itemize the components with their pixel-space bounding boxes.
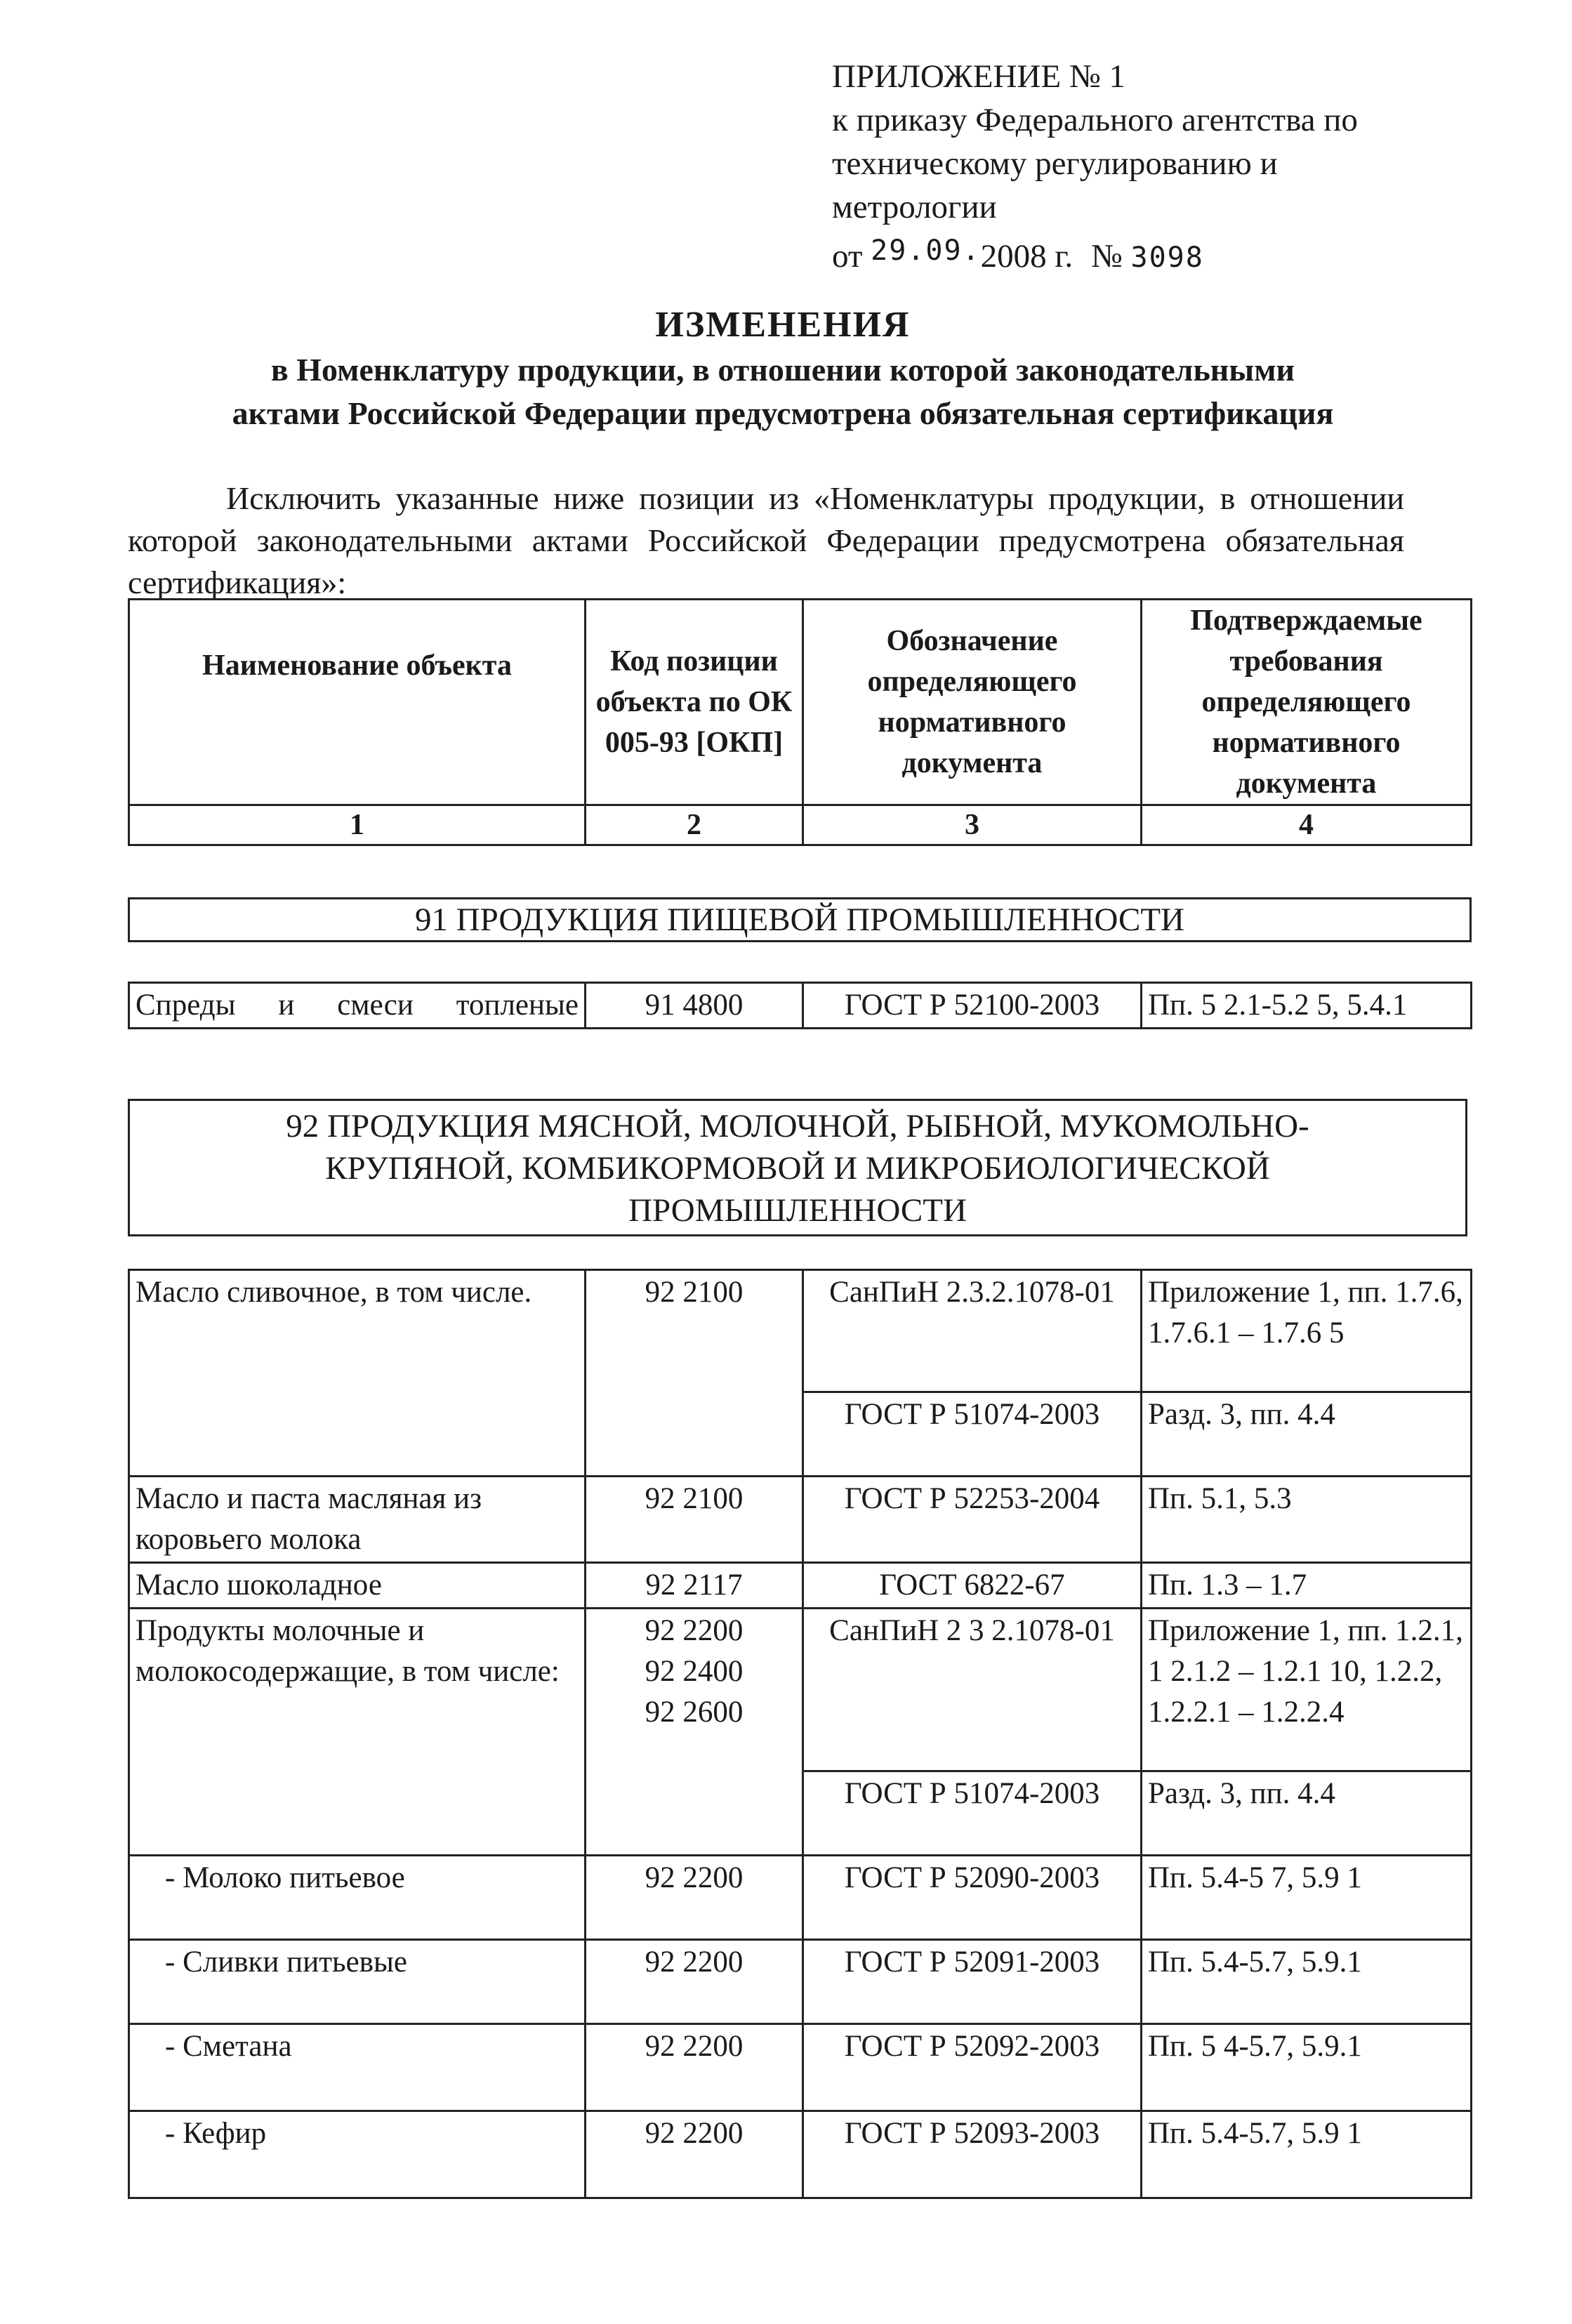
product-name: Спреды и смеси топленые (129, 983, 586, 1029)
section-92-title (128, 1099, 1467, 1236)
table-row (129, 1856, 1472, 1940)
product-name: - Кефир (129, 2111, 586, 2198)
number-sign: № (1090, 238, 1123, 275)
date-year: 2008 г. (980, 238, 1074, 275)
okp-code: 92 2200 (586, 2111, 803, 2198)
order-number: 3098 (1130, 242, 1204, 274)
column-header-doc: Обозначение определяющего нормативного документа (803, 600, 1142, 805)
appendix-line-3: метрологии (832, 189, 997, 225)
normative-doc: ГОСТ Р 52090-2003 (803, 1856, 1142, 1940)
requirements: Разд. 3, пп. 4.4 (1142, 1771, 1472, 1856)
requirements: Пп. 5 4-5.7, 5.9.1 (1142, 2024, 1472, 2111)
table-row (129, 2024, 1472, 2111)
appendix-line-1: к приказу Федерального агентства по (832, 102, 1358, 138)
column-header-name: Наименование объекта (129, 600, 586, 805)
column-number: 2 (586, 805, 803, 845)
normative-doc: ГОСТ Р 51074-2003 (803, 1392, 1142, 1477)
requirements: Разд. 3, пп. 4.4 (1142, 1392, 1472, 1477)
table-row (129, 1270, 1472, 1392)
table-row (129, 1563, 1472, 1609)
requirements: Пп. 5.4-5 7, 5.9 1 (1142, 1856, 1472, 1940)
section-91-table (128, 982, 1472, 1029)
requirements: Пп. 5.4-5.7, 5.9 1 (1142, 2111, 1472, 2198)
section-92-table (128, 1269, 1472, 2199)
okp-code: 92 2200 (586, 1856, 803, 1940)
header-table (128, 598, 1472, 846)
product-name: Масло сливочное, в том числе. (129, 1270, 586, 1477)
requirements: Пп. 5.4-5.7, 5.9.1 (1142, 1940, 1472, 2024)
product-name: Масло и паста масляная из коровьего молока (129, 1477, 586, 1563)
okp-code: 92 2100 (586, 1270, 803, 1477)
appendix-date-line (832, 229, 1358, 279)
column-header-req: Подтверждаемые требования определяющего нормативного документа (1142, 600, 1472, 805)
column-number: 3 (803, 805, 1142, 845)
okp-code: 92 2100 (586, 1477, 803, 1563)
normative-doc: ГОСТ Р 52253-2004 (803, 1477, 1142, 1563)
okp-code: 92 2117 (586, 1563, 803, 1609)
normative-doc: ГОСТ 6822-67 (803, 1563, 1142, 1609)
product-name: Масло шоколадное (129, 1563, 586, 1609)
normative-doc: СанПиН 2 3 2.1078-01 (803, 1609, 1142, 1771)
column-number: 4 (1142, 805, 1472, 845)
intro-paragraph: Исключить указанные ниже позиции из «Номенклатуры продукции, в отношении которой законодательными актами Российской Федерации предусмотрена обязательная сертификация»: (128, 480, 1404, 600)
column-number: 1 (129, 805, 586, 845)
appendix-line-2: техническому регулированию и (832, 145, 1278, 182)
table-row (129, 1940, 1472, 2024)
title-block (105, 302, 1460, 435)
requirements: Пп. 1.3 – 1.7 (1142, 1563, 1472, 1609)
table-row (129, 2111, 1472, 2198)
doc-title: ИЗМЕНЕНИЯ (655, 305, 911, 345)
requirements: Пп. 5.1, 5.3 (1142, 1477, 1472, 1563)
product-name: Продукты молочные и молокосодержащие, в том числе: (129, 1609, 586, 1856)
okp-code: 92 2200 92 2400 92 2600 (586, 1609, 803, 1856)
table-row (129, 983, 1472, 1029)
product-name: - Сметана (129, 2024, 586, 2111)
normative-doc: ГОСТ Р 51074-2003 (803, 1771, 1142, 1856)
okp-code: 92 2200 (586, 1940, 803, 2024)
product-name: - Молоко питьевое (129, 1856, 586, 1940)
requirements: Пп. 5 2.1-5.2 5, 5.4.1 (1142, 983, 1472, 1029)
column-header-code: Код позиции объекта по ОК 005-93 [ОКП] (586, 600, 803, 805)
date-day-month: 29.09. (871, 235, 981, 267)
appendix-header (832, 55, 1358, 279)
table-row (129, 1477, 1472, 1563)
section-92-title-line-3: ПРОМЫШЛЕННОСТИ (628, 1192, 967, 1229)
okp-code: 92 2200 (586, 2024, 803, 2111)
section-91-title: 91 ПРОДУКЦИЯ ПИЩЕВОЙ ПРОМЫШЛЕННОСТИ (128, 897, 1472, 942)
doc-subtitle-line-2: актами Российской Федерации предусмотрена обязательная сертификация (232, 395, 1334, 431)
normative-doc: СанПиН 2.3.2.1078-01 (803, 1270, 1142, 1392)
date-prefix: от (832, 238, 863, 275)
normative-doc: ГОСТ Р 52091-2003 (803, 1940, 1142, 2024)
appendix-title: ПРИЛОЖЕНИЕ № 1 (832, 58, 1125, 95)
table-row (129, 1609, 1472, 1771)
requirements: Приложение 1, пп. 1.7.6, 1.7.6.1 – 1.7.6 5 (1142, 1270, 1472, 1392)
doc-subtitle-line-1: в Номенклатуру продукции, в отношении которой законодательными (270, 352, 1295, 388)
section-92-title-line-2: КРУПЯНОЙ, КОМБИКОРМОВОЙ И МИКРОБИОЛОГИЧЕСКОЙ (325, 1150, 1270, 1187)
requirements: Приложение 1, пп. 1.2.1, 1 2.1.2 – 1.2.1 10, 1.2.2, 1.2.2.1 – 1.2.2.4 (1142, 1609, 1472, 1771)
normative-doc: ГОСТ Р 52093-2003 (803, 2111, 1142, 2198)
product-name: - Сливки питьевые (129, 1940, 586, 2024)
normative-doc: ГОСТ Р 52100-2003 (803, 983, 1142, 1029)
section-92-title-line-1: 92 ПРОДУКЦИЯ МЯСНОЙ, МОЛОЧНОЙ, РЫБНОЙ, МУКОМОЛЬНО- (286, 1108, 1309, 1144)
normative-doc: ГОСТ Р 52092-2003 (803, 2024, 1142, 2111)
okp-code: 91 4800 (586, 983, 803, 1029)
